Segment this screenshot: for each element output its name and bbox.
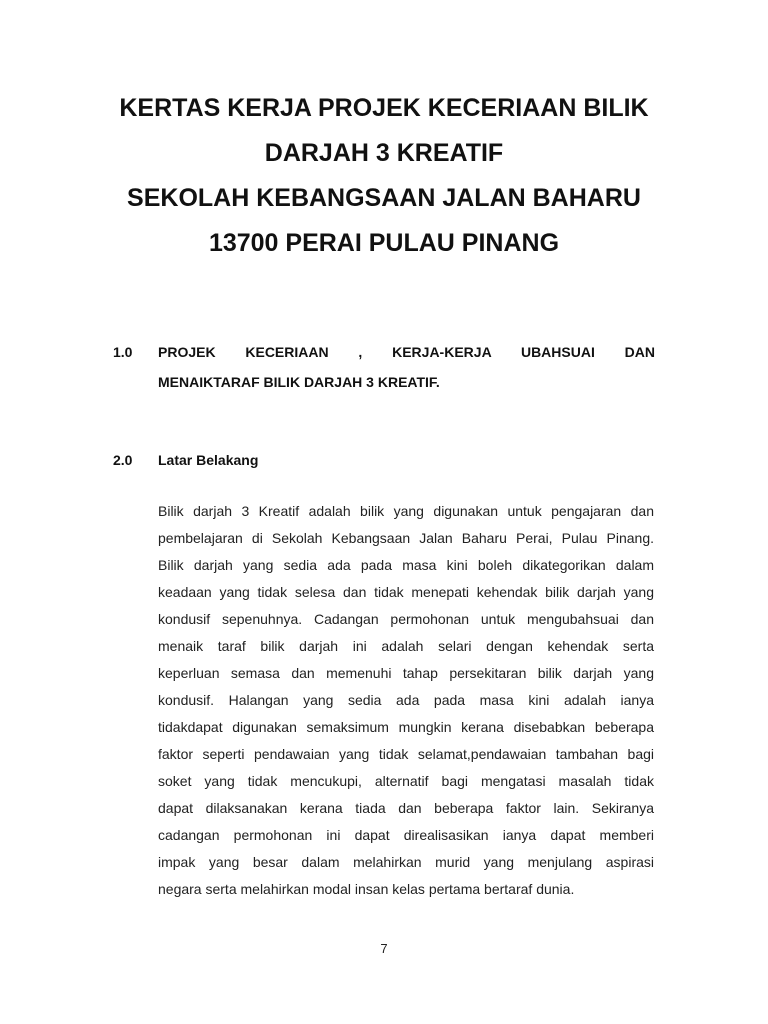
paragraph-line: menaik taraf bilik darjah ini adalah selari dengan kehendak serta bbox=[158, 638, 654, 654]
section-2-paragraph bbox=[158, 498, 654, 903]
paragraph-line: faktor seperti pendawaian yang tidak selamat,pendawaian tambahan bagi bbox=[158, 746, 654, 762]
section-number: 2.0 bbox=[113, 452, 133, 468]
paragraph-line: keperluan semasa dan memenuhi tahap persekitaran bilik darjah yang bbox=[158, 665, 654, 681]
section-number: 1.0 bbox=[113, 344, 133, 360]
paragraph-line: soket yang tidak mencukupi, alternatif bagi mengatasi masalah tidak bbox=[158, 773, 654, 789]
section-heading-line-1: Latar Belakang bbox=[158, 452, 259, 468]
title-line-1: KERTAS KERJA PROJEK KECERIAAN BILIK bbox=[119, 94, 649, 122]
title-line-3: SEKOLAH KEBANGSAAN JALAN BAHARU bbox=[127, 184, 641, 212]
paragraph-line: negara serta melahirkan modal insan kelas pertama bertaraf dunia. bbox=[158, 881, 575, 897]
paragraph-line: kondusif. Halangan yang sedia ada pada masa kini adalah ianya bbox=[158, 692, 654, 708]
page-number: 7 bbox=[380, 941, 388, 956]
paragraph-line: cadangan permohonan ini dapat direalisasikan ianya dapat memberi bbox=[158, 827, 654, 843]
paragraph-line: pembelajaran di Sekolah Kebangsaan Jalan Baharu Perai, Pulau Pinang. bbox=[158, 530, 654, 546]
paragraph-line: kondusif sepenuhnya. Cadangan permohonan untuk mengubahsuai dan bbox=[158, 611, 654, 627]
paragraph-line: impak yang besar dalam melahirkan murid yang menjulang aspirasi bbox=[158, 854, 654, 870]
section-heading-line-2: MENAIKTARAF BILIK DARJAH 3 KREATIF. bbox=[158, 374, 440, 390]
section-heading bbox=[158, 445, 655, 475]
paragraph-line: Bilik darjah 3 Kreatif adalah bilik yang digunakan untuk pengajaran dan bbox=[158, 503, 654, 519]
title-line-4: 13700 PERAI PULAU PINANG bbox=[208, 229, 560, 257]
paragraph-line: keadaan yang tidak selesa dan tidak menepati kehendak bilik darjah yang bbox=[158, 584, 654, 600]
paragraph-line: dapat dilaksanakan kerana tiada dan beberapa faktor lain. Sekiranya bbox=[158, 800, 654, 816]
section-heading bbox=[158, 337, 655, 397]
paragraph-line: Bilik darjah yang sedia ada pada masa kini boleh dikategorikan dalam bbox=[158, 557, 654, 573]
paragraph-line: tidakdapat digunakan semaksimum mungkin kerana disebabkan beberapa bbox=[158, 719, 654, 735]
title-line-2: DARJAH 3 KREATIF bbox=[264, 139, 504, 167]
document-title bbox=[60, 86, 708, 266]
section-heading-line-1: PROJEK KECERIAAN , KERJA-KERJA UBAHSUAI DAN bbox=[158, 344, 655, 360]
